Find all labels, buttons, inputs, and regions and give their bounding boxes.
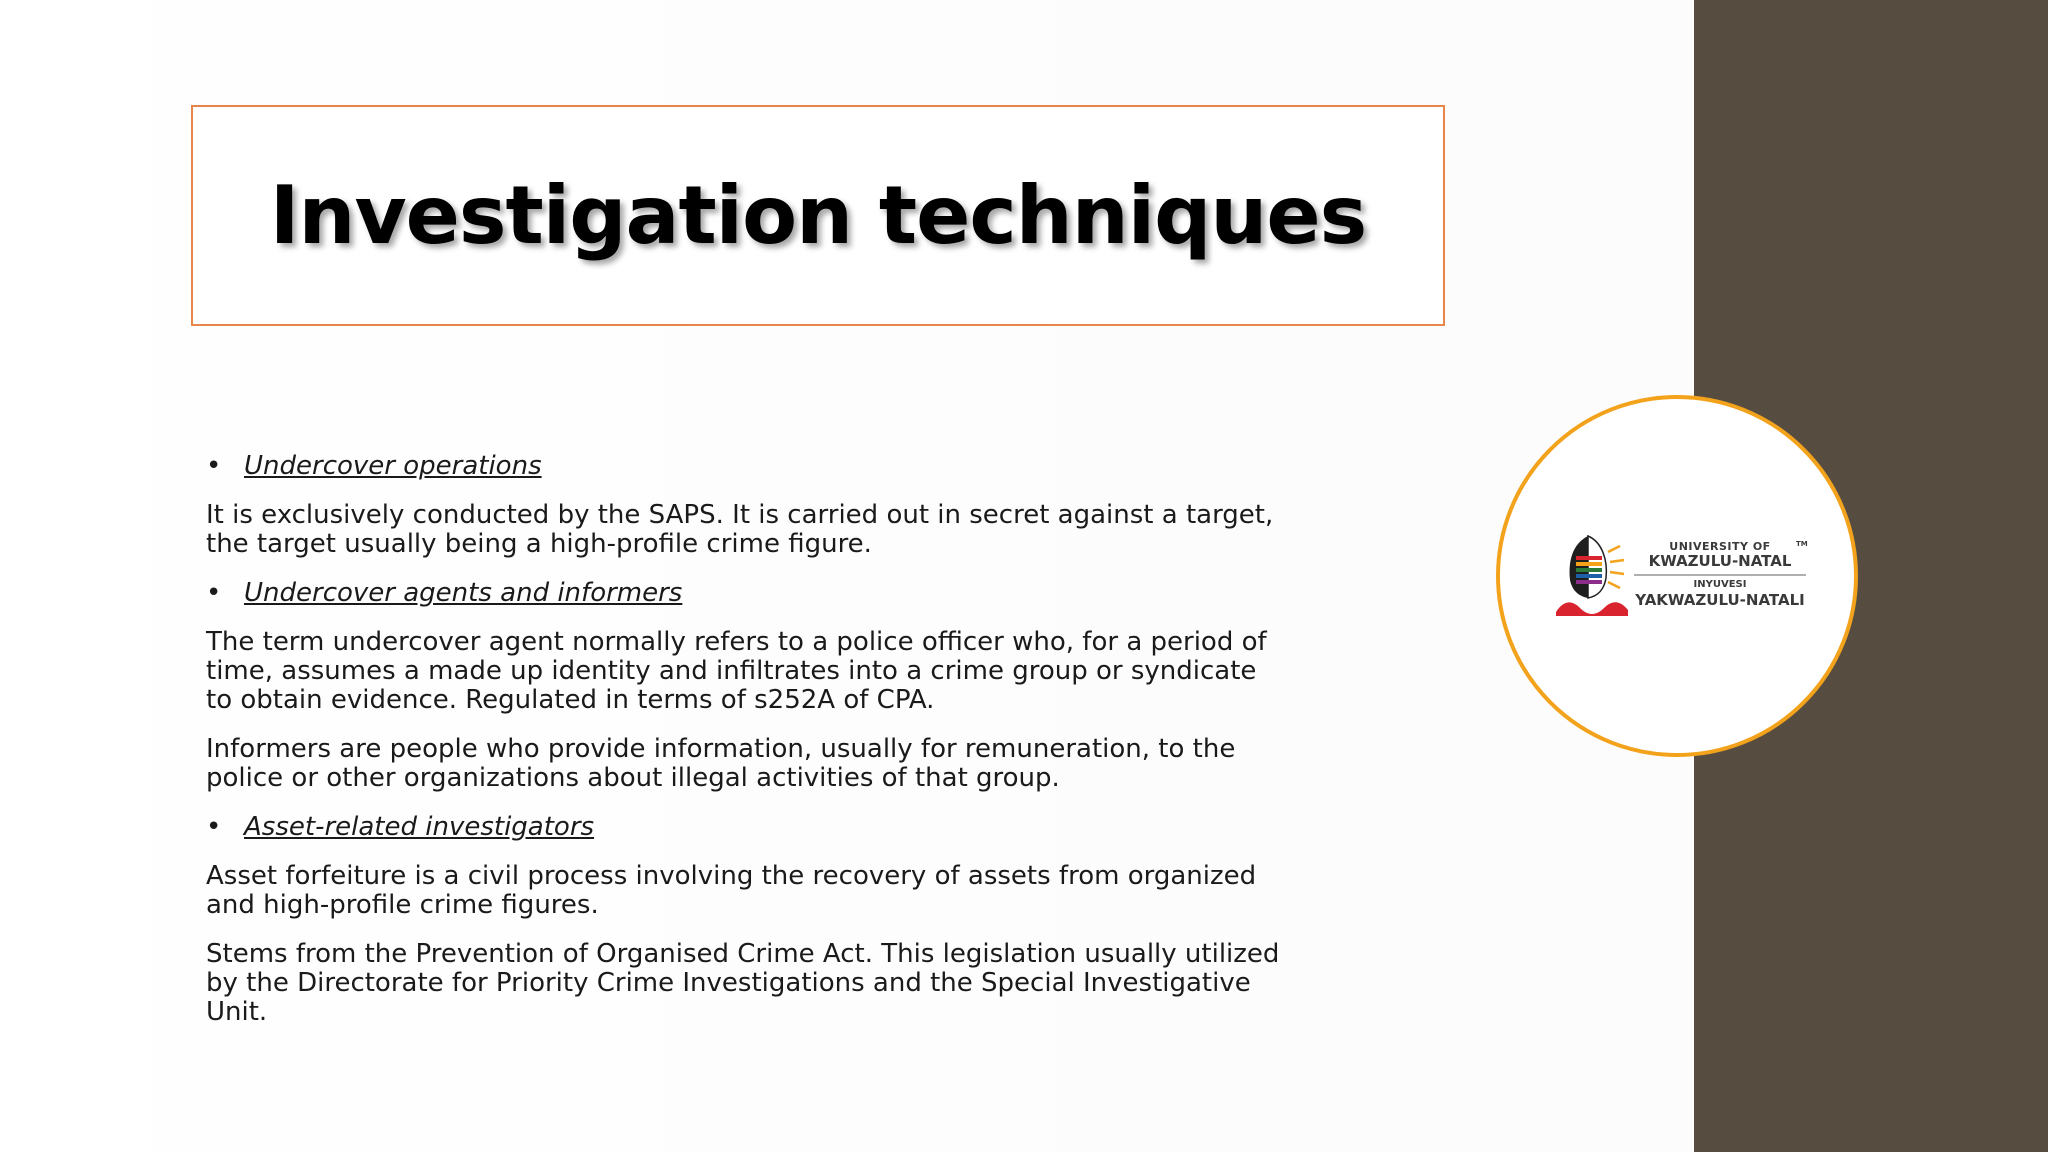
slide-title: Investigation techniques xyxy=(269,169,1367,262)
logo-line-inyuvesi: INYUVESI xyxy=(1693,579,1747,590)
bullet-item xyxy=(206,579,1286,608)
slide-content xyxy=(206,452,1286,1047)
logo-line-yakwazulu-natali: YAKWAZULU-NATALI xyxy=(1635,591,1805,609)
bullet-dot-icon: • xyxy=(206,578,222,608)
bullet-item xyxy=(206,452,1286,481)
paragraph: The term undercover agent normally refers to a police officer who, for a period of time, assumes a made up identity and infiltrates into a crime group or syndicate to obtain evidence. Regulated in terms of s252A of CPA. xyxy=(206,627,1267,715)
bullet-label: Undercover operations xyxy=(244,451,542,481)
logo-wordmark xyxy=(1634,540,1806,609)
bullet-label: Undercover agents and informers xyxy=(244,578,683,608)
bullet-label: Asset-related investigators xyxy=(244,812,595,842)
logo-trademark: TM xyxy=(1796,540,1808,548)
bullet-dot-icon: • xyxy=(206,812,222,842)
paragraph: Informers are people who provide information, usually for remuneration, to the police or other organizations about illegal activities of that group. xyxy=(206,734,1236,793)
paragraph: It is exclusively conducted by the SAPS. It is carried out in secret against a target, the target usually being a high-profile crime figure. xyxy=(206,500,1274,559)
ukzn-shield-icon xyxy=(1554,532,1630,618)
logo-line-university-of: UNIVERSITY OF xyxy=(1669,540,1771,553)
paragraph: Stems from the Prevention of Organised Crime Act. This legislation usually utilized by the Directorate for Priority Crime Investigations and the Special Investigative Unit. xyxy=(206,939,1280,1027)
paragraph: Asset forfeiture is a civil process involving the recovery of assets from organized and high-profile crime figures. xyxy=(206,861,1257,920)
bullet-item xyxy=(206,813,1286,842)
bullet-dot-icon: • xyxy=(206,451,222,481)
logo-divider xyxy=(1634,574,1806,576)
title-box xyxy=(191,105,1445,326)
logo-line-kwazulu-natal: KWAZULU-NATAL xyxy=(1648,552,1792,570)
